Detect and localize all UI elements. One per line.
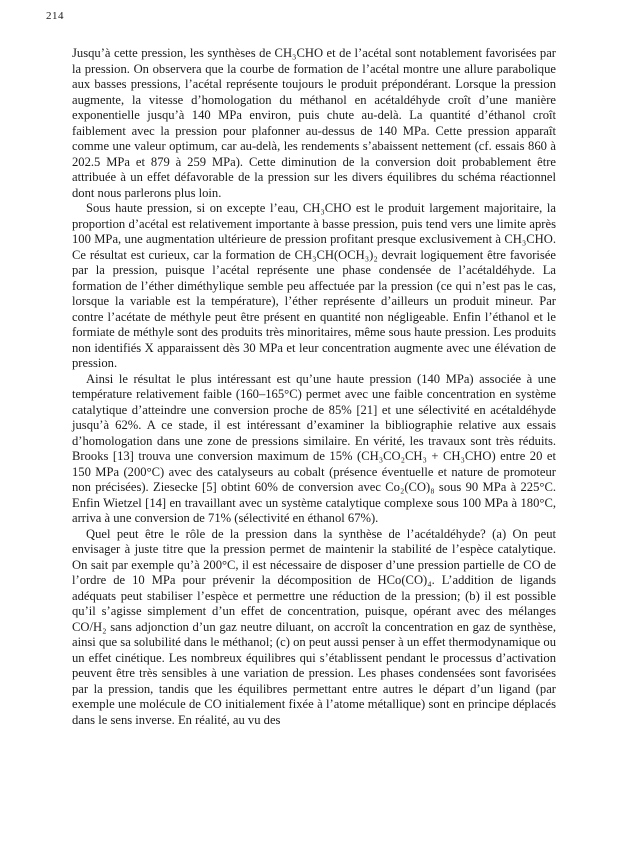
paragraph-3: Ainsi le résultat le plus intéressant est qu’une haute pression (140 MPa) associée à une température relativement faible (160–165°C) permet avec une faible concentration en système catalytique d’atteindre une conversion proche de 85% [21] et une sélectivité en acétaldéhyde jusqu’à 62%. A ce stade, il est intéressant d’examiner la bibliographie relative aux essais d’homologation dans une zone de pressions similaire. En vérité, les travaux sont très réduits. Brooks [13] trouva une conversion maximum de 15% (CH₃CO₂CH₃ + CH₃CHO) entre 20 et 150 MPa (200°C) avec des catalyseurs au cobalt (présence éventuelle et nature de promoteur non précisées). Ziesecke [5] obtint 60% de conversion avec Co₂(CO)₈ sous 90 MPa à 225°C. Enfin Wietzel [14] en travaillant avec un système catalytique complexe sous 100 MPa à 180°C, arriva à une conversion de 71% (sélectivité en éthanol 67%).: [72, 371, 556, 525]
page-number: 214: [46, 10, 64, 22]
paragraph-4: Quel peut être le rôle de la pression dans la synthèse de l’acétaldéhyde? (a) On peut envisager à juste titre que la pression permet de maintenir la stabilité de l’espèce catalytique. On sait par exemple qu’à 200°C, il est nécessaire de disposer d’une pression partielle de CO de l’ordre de 10 MPa pour prévenir la décomposition de HCo(CO)₄. L’addition de ligands adéquats peut stabiliser l’espèce et permettre une réduction de la pression; (b) il est possible qu’il s’agisse simplement d’un effet de concentration, puisque, opérant avec des mélanges CO/H₂ sans adjonction d’un gaz neutre diluant, on accroît la concentration en gaz de synthèse, ainsi que sa solubilité dans le méthanol; (c) on peut aussi penser à un effet thermodynamique ou un effet cinétique. Les nombreux équilibres qui s’établissent pendant le processus d’activation peuvent être très sensibles à une variation de pression. Les phases condensées sont favorisées par la pression, tandis que les équilibres permettant entre autres le départ d’un ligand (par exemple une molécule de CO initialement fixée à l’atome métallique) sont en principe déplacés dans le sens inverse. En réalité, au vu des: [72, 526, 556, 727]
body-text: [72, 46, 556, 728]
paragraph-2: Sous haute pression, si on excepte l’eau, CH₃CHO est le produit largement majoritaire, la proportion d’acétal est relativement importante à basse pression, puis tend vers une limite après 100 MPa, une augmentation ultérieure de pression profitant presque exclusivement à CH₃CHO. Ce résultat est curieux, car la formation de CH₃CH(OCH₃)₂ devrait logiquement être favorisée par la pression, puisque l’acétal représente une phase condensée de l’acétaldéhyde. La formation de l’éther diméthylique semble peu affectuée par la pression (ce qui n’est pas le cas, lorsque la variable est la température), l’éther représente d’ailleurs un produit mineur. Par contre l’acétate de méthyle peut être présent en quantité non négligeable. Enfin l’éthanol et le formiate de méthyle sont des produits très minoritaires, même sous haute pression. Les produits non identifiés X apparaissent dès 30 MPa et leur concentration augmente avec une élévation de pression.: [72, 201, 556, 370]
paragraph-1: Jusqu’à cette pression, les synthèses de CH₃CHO et de l’acétal sont notablement favorisées par la pression. On observera que la courbe de formation de l’acétal montre une allure parabolique aux basses pressions, l’acétal représente toujours le produit prépondérant. Lorsque la pression augmente, la vitesse d’homologation du méthanol en acétaldéhyde croît d’une manière exponentielle jusqu’à 140 MPa environ, puis chute au-delà. La quantité d’éthanol croît faiblement avec la pression pour plafonner au-dessus de 140 MPa. Cette pression apparaît comme une valeur optimum, car au-delà, les rendements s’abaissent nettement (cf. essais 860 à 202.5 MPa et 879 à 259 MPa). Cette diminution de la conversion doit probablement être attribuée à un effet défavorable de la pression sur les divers équilibres du schéma réactionnel dont nous parlerons plus loin.: [72, 46, 556, 200]
